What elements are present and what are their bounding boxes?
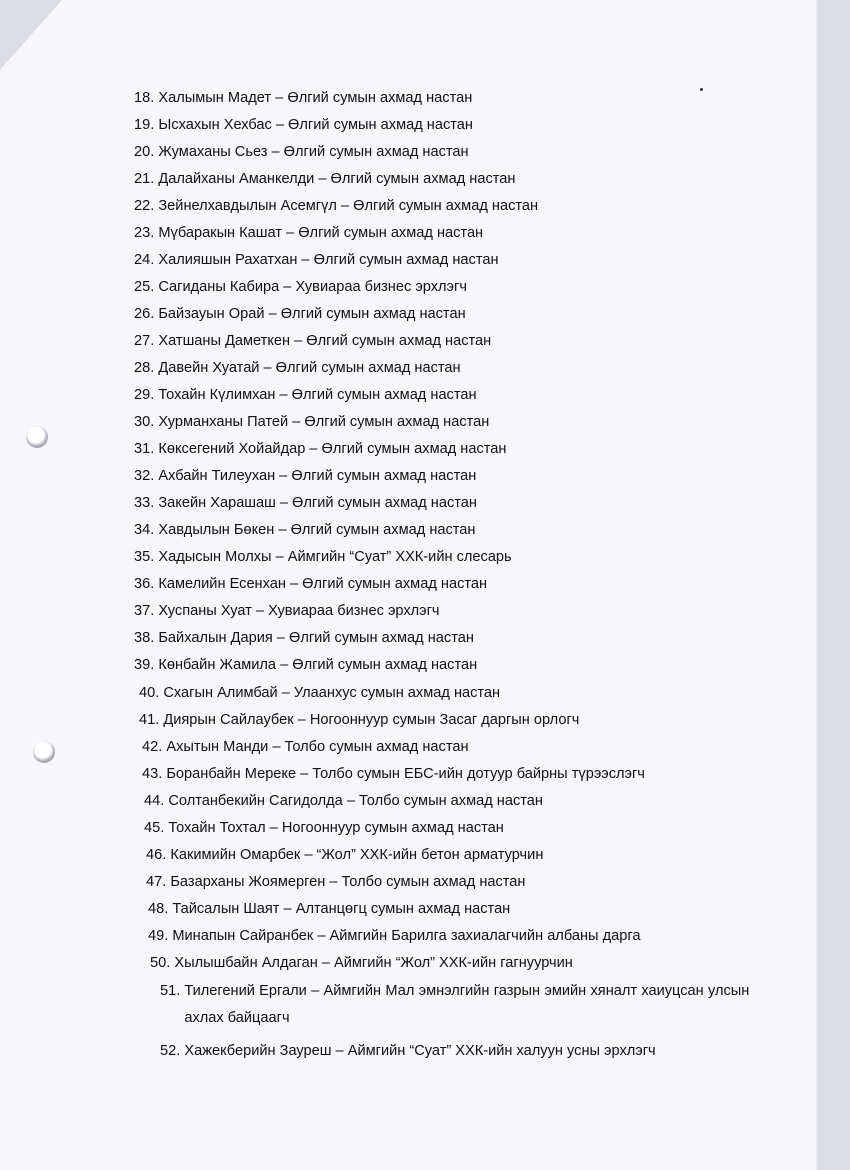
item-text: Ысхахын Хехбас – Өлгий сумын ахмад настан xyxy=(158,117,473,133)
item-number: 45. xyxy=(144,820,165,836)
item-text: Хадысын Молхы – Аймгийн “Суат” ХХК-ийн слесарь xyxy=(158,549,512,565)
list-item xyxy=(134,117,473,133)
list-item xyxy=(134,252,499,268)
item-text: Хавдылын Бөкен – Өлгий сумын ахмад настан xyxy=(158,522,476,538)
list-item xyxy=(134,414,489,430)
item-number: 31. xyxy=(134,441,155,457)
item-number: 19. xyxy=(134,117,155,133)
item-number: 35. xyxy=(134,549,155,565)
item-text: Тохайн Күлимхан – Өлгий сумын ахмад настан xyxy=(158,387,477,403)
item-text: Тохайн Тохтал – Ногооннуур сумын ахмад настан xyxy=(168,820,504,836)
item-text: Какимийн Омарбек – “Жол” ХХК-ийн бетон арматурчин xyxy=(170,847,544,863)
item-number: 20. xyxy=(134,144,155,160)
item-text: Көксегений Хойайдар – Өлгий сумын ахмад настан xyxy=(158,441,507,457)
list-item xyxy=(134,387,477,403)
item-number: 39. xyxy=(134,657,155,673)
item-number: 26. xyxy=(134,306,155,322)
item-number: 34. xyxy=(134,522,155,538)
list-item xyxy=(142,739,469,755)
item-text: Далайханы Аманкелди – Өлгий сумын ахмад настан xyxy=(158,171,516,187)
list-item xyxy=(134,630,474,646)
item-text: Базарханы Жоямерген – Толбо сумын ахмад настан xyxy=(170,874,526,890)
item-number: 41. xyxy=(139,712,160,728)
list-item xyxy=(134,306,466,322)
list-item xyxy=(148,901,510,917)
item-text: Көнбайн Жамила – Өлгий сумын ахмад настан xyxy=(158,657,478,673)
item-text: Хуспаны Хуат – Хувиараа бизнес эрхлэгч xyxy=(158,603,440,619)
item-number: 48. xyxy=(148,901,169,917)
item-number: 30. xyxy=(134,414,155,430)
item-text: Тайсалын Шаят – Алтанцөгц сумын ахмад настан xyxy=(172,901,511,917)
item-text: Хылышбайн Алдаган – Аймгийн “Жол” ХХК-ийн гагнуурчин xyxy=(174,955,573,971)
list-item xyxy=(134,279,467,295)
list-item xyxy=(148,928,640,944)
list-item xyxy=(144,820,504,836)
item-text: Хурманханы Патей – Өлгий сумын ахмад настан xyxy=(158,414,490,430)
item-text: Тилегений Ергали – Аймгийн Мал эмнэлгийн газрын эмийн хяналт хаиуцсан улсын ахлах байцаагч xyxy=(184,983,750,1026)
item-number: 51. xyxy=(160,983,181,999)
item-text: Хажекберийн Зауреш – Аймгийн “Суат” ХХК-ийн халуун усны эрхлэгч xyxy=(184,1043,656,1059)
item-text: Камелийн Есенхан – Өлгий сумын ахмад настан xyxy=(158,576,488,592)
item-text: Ахбайн Тилеухан – Өлгий сумын ахмад настан xyxy=(158,468,477,484)
item-number: 33. xyxy=(134,495,155,511)
item-number: 25. xyxy=(134,279,155,295)
item-number: 28. xyxy=(134,360,155,376)
list-item xyxy=(134,225,483,241)
list-item xyxy=(134,522,475,538)
item-text: Байзауын Орай – Өлгий сумын ахмад настан xyxy=(158,306,466,322)
list-item xyxy=(150,955,573,971)
list-item xyxy=(146,847,543,863)
punch-hole-bottom xyxy=(33,741,55,763)
list-item xyxy=(134,333,491,349)
list-item xyxy=(134,657,477,673)
item-text: Ахытын Манди – Толбо сумын ахмад настан xyxy=(166,739,469,755)
item-text: Халияшын Рахатхан – Өлгий сумын ахмад настан xyxy=(158,252,499,268)
list-item xyxy=(134,549,512,565)
item-text: Солтанбекийн Сагидолда – Толбо сумын ахмад настан xyxy=(168,793,543,809)
item-number: 50. xyxy=(150,955,171,971)
item-text: Давейн Хуатай – Өлгий сумын ахмад настан xyxy=(158,360,461,376)
list-item xyxy=(134,603,440,619)
list-item xyxy=(134,171,515,187)
item-text: Схагын Алимбай – Улаанхус сумын ахмад настан xyxy=(163,685,501,701)
item-text: Жумаханы Сьез – Өлгий сумын ахмад настан xyxy=(158,144,469,160)
item-number: 18. xyxy=(134,90,155,106)
punch-hole-top xyxy=(26,426,48,448)
list-item xyxy=(134,441,506,457)
item-number: 38. xyxy=(134,630,155,646)
item-text: Хатшаны Даметкен – Өлгий сумын ахмад настан xyxy=(158,333,492,349)
item-number: 23. xyxy=(134,225,155,241)
list-item xyxy=(134,198,538,214)
item-text: Халымын Мадет – Өлгий сумын ахмад настан xyxy=(158,90,473,106)
item-text: Сагиданы Кабира – Хувиараа бизнес эрхлэгч xyxy=(158,279,467,295)
list-item xyxy=(134,576,487,592)
item-number: 29. xyxy=(134,387,155,403)
item-number: 36. xyxy=(134,576,155,592)
item-number: 44. xyxy=(144,793,165,809)
list-item xyxy=(144,793,543,809)
item-text: Байхалын Дария – Өлгий сумын ахмад настан xyxy=(158,630,474,646)
item-number: 42. xyxy=(142,739,163,755)
list-item xyxy=(139,685,500,701)
item-number: 47. xyxy=(146,874,167,890)
list-item xyxy=(160,1043,656,1059)
item-text: Боранбайн Мереке – Толбо сумын ЕБС-ийн дотуур байрны түрээслэгч xyxy=(166,766,645,782)
item-number: 32. xyxy=(134,468,155,484)
item-number: 27. xyxy=(134,333,155,349)
list-item xyxy=(134,468,476,484)
item-number: 43. xyxy=(142,766,163,782)
item-number: 37. xyxy=(134,603,155,619)
item-number: 21. xyxy=(134,171,155,187)
list-item xyxy=(146,874,525,890)
item-text: Диярын Сайлаубек – Ногооннуур сумын Засаг даргын орлогч xyxy=(163,712,580,728)
item-number: 52. xyxy=(160,1043,181,1059)
list-item xyxy=(142,766,645,782)
ink-dot xyxy=(700,88,703,91)
list-item xyxy=(134,360,461,376)
item-text: Зейнелхавдылын Асемгүл – Өлгий сумын ахмад настан xyxy=(158,198,539,214)
item-number: 46. xyxy=(146,847,167,863)
item-text: Закейн Харашаш – Өлгий сумын ахмад настан xyxy=(158,495,477,511)
item-number: 49. xyxy=(148,928,169,944)
list-item xyxy=(134,495,477,511)
item-text: Минапын Сайранбек – Аймгийн Барилга захиалагчийн албаны дарга xyxy=(172,928,641,944)
item-number: 22. xyxy=(134,198,155,214)
item-number: 40. xyxy=(139,685,160,701)
list-item xyxy=(134,144,469,160)
list-item xyxy=(134,90,472,106)
item-text: Мүбаракын Кашат – Өлгий сумын ахмад настан xyxy=(158,225,484,241)
list-item xyxy=(160,978,749,1032)
item-number: 24. xyxy=(134,252,155,268)
list-item xyxy=(139,712,579,728)
